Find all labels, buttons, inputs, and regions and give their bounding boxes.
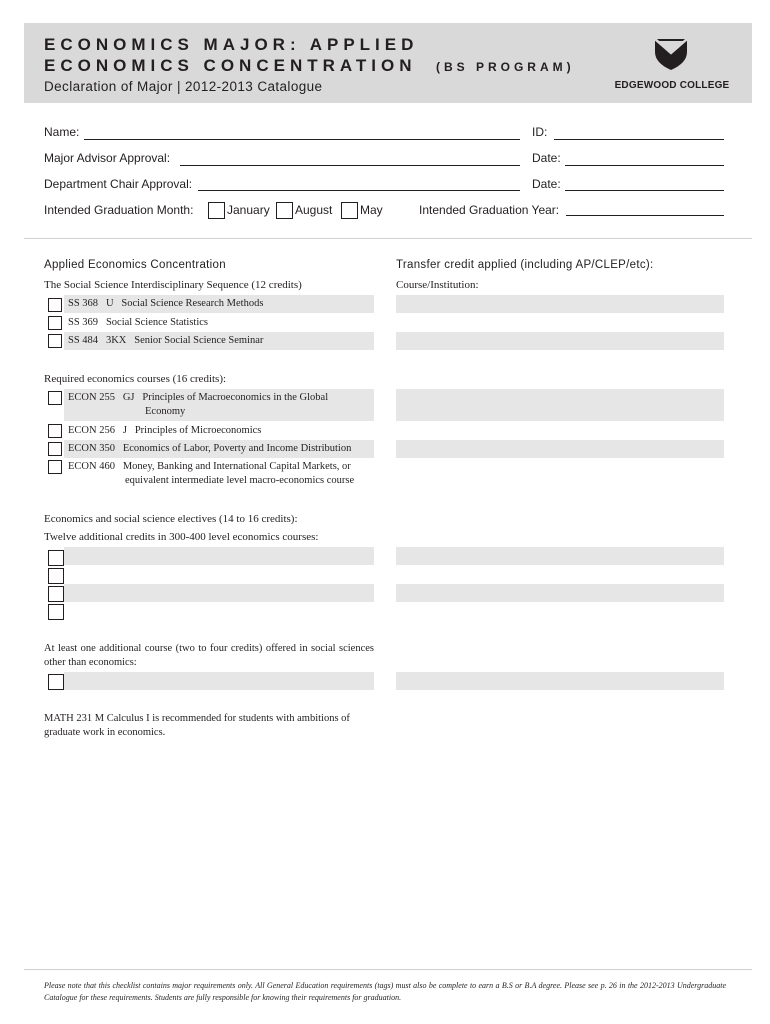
page-title-line2	[44, 56, 575, 77]
college-logo	[613, 37, 731, 93]
concentration-heading: Applied Economics Concentration	[44, 259, 226, 271]
course-checkbox[interactable]	[48, 460, 62, 474]
econ256-course	[68, 424, 261, 438]
footer-divider	[24, 969, 752, 970]
transfer-row-bar[interactable]	[396, 547, 724, 565]
course-code: ECON 350	[68, 443, 115, 454]
august-label: August	[295, 203, 333, 217]
course-title: Money, Banking and International Capital Markets, or	[122, 461, 351, 472]
ss368-course	[68, 297, 263, 311]
page-subtitle: Declaration of Major | 2012-2013 Catalogue	[44, 79, 323, 94]
shield-icon	[652, 37, 690, 71]
grad-month-label: Intended Graduation Month:	[44, 203, 194, 217]
additional-row-bar	[64, 672, 374, 690]
additional-course-text: At least one additional course (two to four credits) offered in social sciences other than economics:	[44, 643, 374, 668]
ss369-course	[68, 316, 208, 330]
advisor-approval-label: Major Advisor Approval:	[44, 151, 171, 165]
course-code: ECON 460	[68, 461, 115, 472]
course-checkbox[interactable]	[48, 298, 62, 312]
chair-approval-field[interactable]	[198, 190, 520, 191]
date-field-1[interactable]	[565, 165, 724, 166]
course-title: Principles of Macroeconomics in the Global	[142, 392, 329, 403]
may-checkbox[interactable]	[341, 202, 358, 219]
transfer-row-bar[interactable]	[396, 584, 724, 602]
twelve-credits-label: Twelve additional credits in 300-400 level economics courses:	[44, 531, 319, 543]
electives-label: Economics and social science electives (14 to 16 credits):	[44, 513, 298, 525]
elective-checkbox[interactable]	[48, 550, 64, 566]
elective-checkbox[interactable]	[48, 568, 64, 584]
course-title: Social Science Statistics	[105, 317, 208, 328]
grad-year-field[interactable]	[566, 215, 724, 216]
course-checkbox[interactable]	[48, 391, 62, 405]
name-label: Name:	[44, 125, 80, 139]
transfer-row-bar[interactable]	[396, 295, 724, 313]
econ460-course	[68, 460, 351, 474]
course-title: Social Science Research Methods	[121, 298, 264, 309]
transfer-row-bar[interactable]	[396, 332, 724, 350]
course-title: Principles of Microeconomics	[134, 425, 262, 436]
math-note: MATH 231 M Calculus I is recommended for students with ambitions of graduate work in economics.	[44, 713, 350, 738]
id-label: ID:	[532, 125, 548, 139]
econ350-course	[68, 442, 351, 456]
may-label: May	[360, 203, 383, 217]
transfer-row-bar[interactable]	[396, 389, 724, 421]
program-label: (BS PROGRAM)	[435, 60, 575, 74]
logo-text: EDGEWOOD COLLEGE	[614, 80, 730, 91]
ss484-course	[68, 334, 263, 348]
course-checkbox[interactable]	[48, 424, 62, 438]
name-field[interactable]	[84, 139, 520, 140]
course-code: SS 368	[68, 298, 99, 309]
august-checkbox[interactable]	[276, 202, 293, 219]
course-tag: GJ	[122, 392, 135, 403]
elective-checkbox[interactable]	[48, 604, 64, 620]
course-title-cont: Economy	[145, 406, 186, 417]
required-econ-label: Required economics courses (16 credits):	[44, 373, 227, 385]
date-label-1: Date:	[532, 151, 561, 165]
course-checkbox[interactable]	[48, 316, 62, 330]
course-title-cont: equivalent intermediate level macro-economics course	[125, 475, 355, 486]
elective-row-bar	[64, 547, 374, 565]
course-tag: J	[122, 425, 127, 436]
sequence-label: The Social Science Interdisciplinary Sequence (12 credits)	[44, 279, 302, 291]
additional-checkbox[interactable]	[48, 674, 64, 690]
header-banner	[24, 23, 752, 103]
january-checkbox[interactable]	[208, 202, 225, 219]
elective-checkbox[interactable]	[48, 586, 64, 602]
course-title: Senior Social Science Seminar	[134, 335, 264, 346]
course-code: SS 484	[68, 335, 99, 346]
id-field[interactable]	[554, 139, 724, 140]
course-checkbox[interactable]	[48, 334, 62, 348]
course-title: Economics of Labor, Poverty and Income Distribution	[122, 443, 352, 454]
date-field-2[interactable]	[565, 190, 724, 191]
transfer-row-bar[interactable]	[396, 440, 724, 458]
elective-row-bar	[64, 584, 374, 602]
transfer-row-bar[interactable]	[396, 672, 724, 690]
page-title-line2-text: ECONOMICS CONCENTRATION	[44, 56, 417, 75]
january-label: January	[227, 203, 270, 217]
advisor-approval-field[interactable]	[180, 165, 520, 166]
transfer-heading: Transfer credit applied (including AP/CLEP/etc):	[396, 259, 654, 271]
section-divider	[24, 238, 752, 239]
footer-note: Please note that this checklist contains major requirements only. All General Education requirements (tags) must also be complete to earn a B.S or B.A degree. Please see p. 26 in the 2012-2013 Undergraduate Catalogue for these requirements. Students are fully responsible for knowing their requirements for graduation.	[44, 981, 726, 1002]
date-label-2: Date:	[532, 177, 561, 191]
course-code: ECON 255	[68, 392, 115, 403]
page-title-line1: ECONOMICS MAJOR: APPLIED	[44, 35, 419, 54]
course-tag: 3KX	[105, 335, 127, 346]
chair-approval-label: Department Chair Approval:	[44, 177, 193, 191]
grad-year-label: Intended Graduation Year:	[419, 203, 560, 217]
course-code: ECON 256	[68, 425, 115, 436]
course-code: SS 369	[68, 317, 99, 328]
course-tag: U	[105, 298, 114, 309]
econ255-course	[68, 391, 328, 405]
course-institution-label: Course/Institution:	[396, 279, 479, 291]
course-checkbox[interactable]	[48, 442, 62, 456]
